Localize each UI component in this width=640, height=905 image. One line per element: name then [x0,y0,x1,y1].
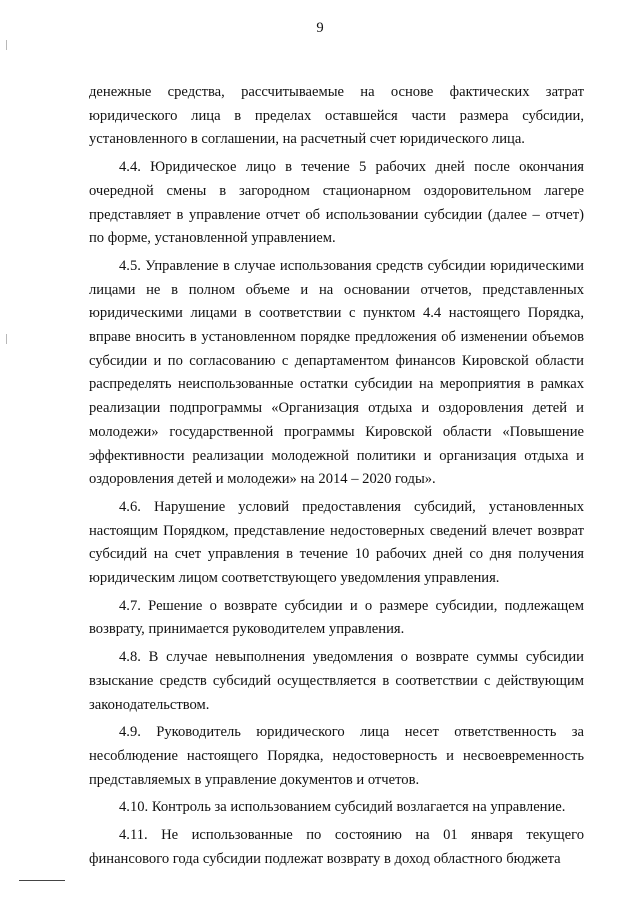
footer-rule [19,880,65,881]
document-body [89,81,584,876]
scan-margin-mark [6,40,7,50]
paragraph-4-6: 4.6. Нарушение условий предоставления субсидий, установленных настоящим Порядком, представление недостоверных сведений влечет возврат субсидий на счет управления в течение 10 рабочих дней со дня получения юридическим лицом соответствующего уведомления управления. [89,498,584,587]
paragraph-4-11: 4.11. Не использованные по состоянию на 01 января текущего финансового года субсидии подлежат возврату в доход областного бюджета [89,827,584,867]
page-number: 9 [316,20,324,36]
paragraph-4-8: 4.8. В случае невыполнения уведомления о возврате суммы субсидии взыскание средств субсидий осуществляется в соответствии с действующим законодательством. [89,649,584,713]
paragraph-4-10: 4.10. Контроль за использованием субсидий возлагается на управление. [119,799,566,816]
paragraph-4-9: 4.9. Руководитель юридического лица несет ответственность за несоблюдение настоящего Порядка, недостоверность и несвоевременность представляемых в управление документов и отчетов. [89,724,584,788]
paragraph-4-7: 4.7. Решение о возврате субсидии и о размере субсидии, подлежащем возврату, принимается руководителем управления. [89,597,584,638]
paragraph-continuation: денежные средства, рассчитываемые на основе фактических затрат юридического лица в пределах оставшейся части размера субсидии, установленного в соглашении, на расчетный счет юридического лица. [89,84,584,148]
scan-margin-mark [6,334,7,344]
paragraph-4-5: 4.5. Управление в случае использования средств субсидии юридическими лицами не в полном объеме и на основании отчетов, представленных юридическими лицами в соответствии с пунктом 4.4 настоящего Порядка, вправе вносить в установленном порядке предложения об изменении объемов субсидии и по согласованию с департаментом финансов Кировской области распределять неиспользованные остатки субсидии на мероприятия в рамках реализации подпрограммы «Организация отдыха и оздоровления детей и молодежи» государственной программы Кировской области «Повышение эффективности реализации молодежной политики и организация отдыха и оздоровления детей и молодежи» на 2014 – 2020 годы». [89,257,584,488]
paragraph-4-4: 4.4. Юридическое лицо в течение 5 рабочих дней после окончания очередной смены в загородном стационарном оздоровительном лагере представляет в управление отчет об использовании субсидии (далее – отчет) по форме, установленной управлением. [89,159,584,247]
